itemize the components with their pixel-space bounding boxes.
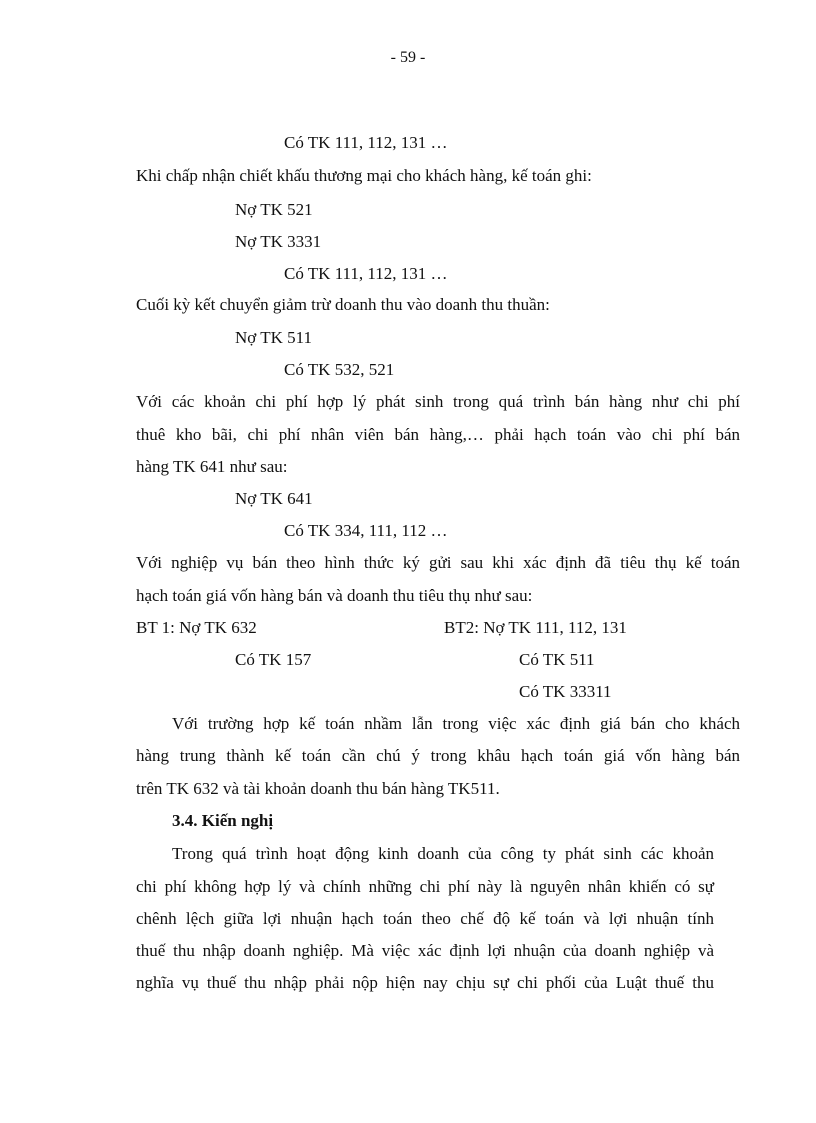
- paragraph-line: Với nghiệp vụ bán theo hình thức ký gửi sau khi xác định đã tiêu thụ kế toán: [136, 553, 740, 572]
- text-line: Nợ TK 641: [235, 489, 313, 508]
- entry-bt2-debit: BT2: Nợ TK 111, 112, 131: [444, 618, 627, 637]
- paragraph-line: hàng trung thành kế toán cần chú ý trong khâu hạch toán giá vốn hàng bán: [136, 746, 740, 765]
- text-line: Có TK 334, 111, 112 …: [284, 521, 448, 540]
- paragraph-line: chênh lệch giữa lợi nhuận hạch toán theo chế độ kế toán và lợi nhuận tính: [136, 909, 714, 928]
- text-line: Có TK 532, 521: [284, 360, 395, 379]
- section-heading: 3.4. Kiến nghị: [172, 811, 274, 830]
- text-line: hàng TK 641 như sau:: [136, 457, 288, 476]
- text-line: Khi chấp nhận chiết khấu thương mại cho khách hàng, kế toán ghi:: [136, 166, 592, 185]
- text-line: hạch toán giá vốn hàng bán và doanh thu tiêu thụ như sau:: [136, 586, 533, 605]
- paragraph-line: Với trường hợp kế toán nhầm lẫn trong việc xác định giá bán cho khách: [172, 714, 740, 733]
- paragraph-line: thuê kho bãi, chi phí nhân viên bán hàng,… phải hạch toán vào chi phí bán: [136, 425, 740, 444]
- entry-bt1-debit: BT 1: Nợ TK 632: [136, 618, 257, 637]
- entry-bt2-credit: Có TK 511: [519, 650, 595, 669]
- paragraph-line: chi phí không hợp lý và chính những chi phí này là nguyên nhân khiến có sự: [136, 877, 714, 896]
- page-number: - 59 -: [390, 49, 426, 66]
- paragraph-line: nghĩa vụ thuế thu nhập phải nộp hiện nay chịu sự chi phối của Luật thuế thu: [136, 973, 714, 992]
- text-line: Có TK 111, 112, 131 …: [284, 264, 448, 283]
- paragraph-line: Với các khoản chi phí hợp lý phát sinh trong quá trình bán hàng như chi phí: [136, 392, 740, 411]
- text-line: Nợ TK 3331: [235, 232, 322, 251]
- entry-bt1-credit: Có TK 157: [235, 650, 312, 669]
- text-line: Nợ TK 511: [235, 328, 312, 347]
- text-line: Cuối kỳ kết chuyển giảm trừ doanh thu vào doanh thu thuần:: [136, 295, 550, 314]
- paragraph-line: thuế thu nhập doanh nghiệp. Mà việc xác định lợi nhuận của doanh nghiệp và: [136, 941, 714, 960]
- paragraph-line: Trong quá trình hoạt động kinh doanh của công ty phát sinh các khoản: [172, 844, 714, 863]
- text-line: Nợ TK 521: [235, 200, 313, 219]
- text-line: Có TK 111, 112, 131 …: [284, 133, 448, 152]
- text-line: trên TK 632 và tài khoản doanh thu bán hàng TK511.: [136, 779, 500, 798]
- entry-bt2-credit: Có TK 33311: [519, 682, 612, 701]
